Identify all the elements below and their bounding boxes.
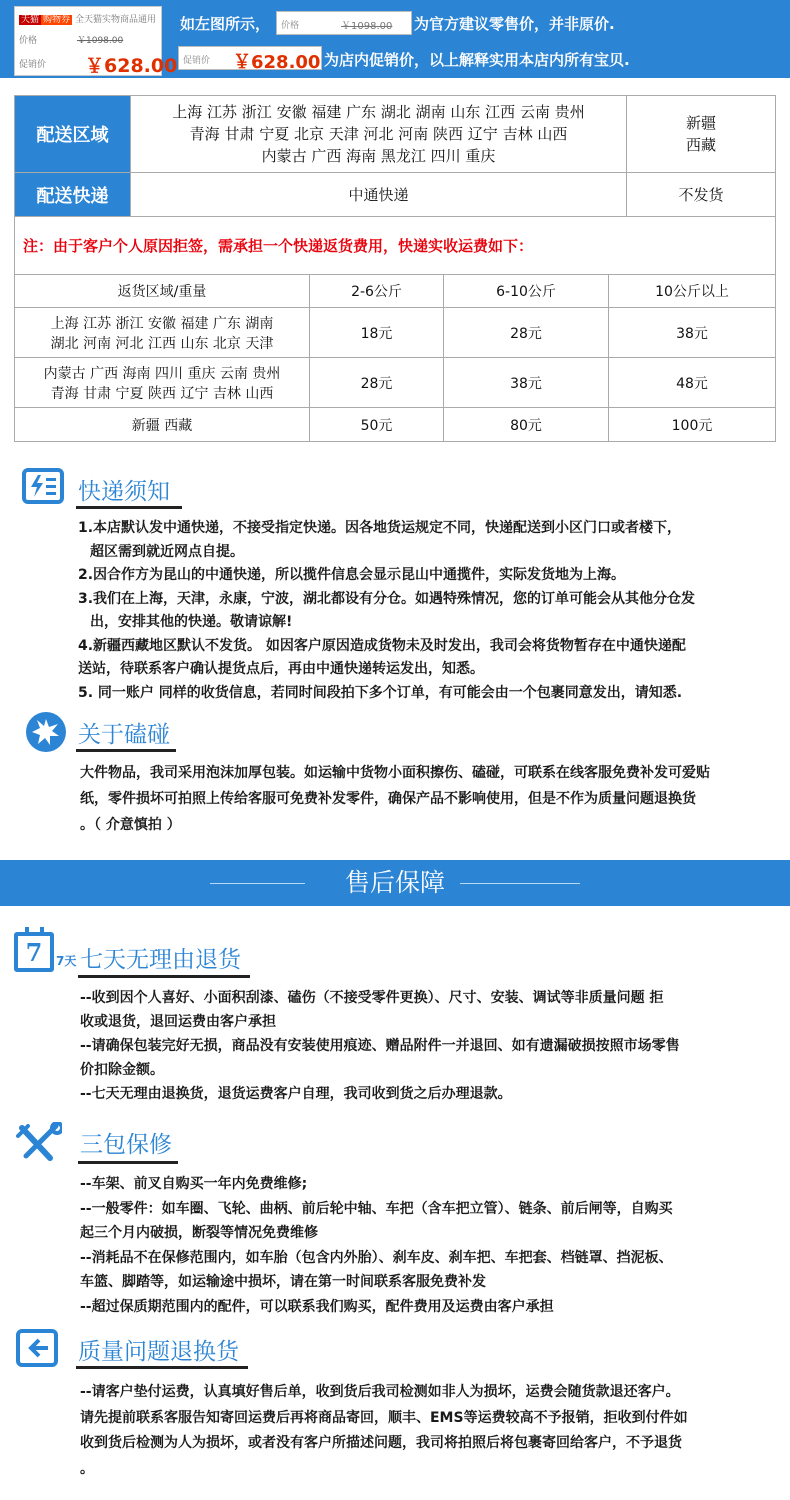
banner-line1-suffix: 为官方建议零售价，并非原价.	[414, 15, 615, 33]
table-row	[15, 358, 776, 408]
fee-cell: 38元	[444, 358, 609, 408]
mini-price-box: 价格 ￥1098.00	[276, 11, 412, 35]
express-lightning-icon	[22, 468, 64, 504]
fee-header-region: 返货区域/重量	[15, 275, 310, 308]
calendar-7-icon: 7	[14, 932, 54, 972]
banner-line2-suffix: 为店内促销价，以上解释实用本店内所有宝贝.	[324, 51, 630, 69]
divider	[76, 749, 176, 752]
promo-value: ￥628.00	[85, 55, 178, 77]
table-row	[15, 408, 776, 442]
fee-header-6-10kg: 6-10公斤	[444, 275, 609, 308]
delivery-express-header: 配送快递	[15, 173, 131, 217]
divider	[78, 1161, 178, 1164]
after-sales-title: 售后保障	[344, 868, 445, 897]
collision-burst-icon	[26, 712, 66, 752]
price-sample-card	[14, 6, 178, 77]
collision-title: 关于磕碰	[78, 722, 170, 748]
quality-return-text: --请客户垫付运费，认真填好售后单，收到货后我司检测如非人为损坏，运费会随货款退还客户。 请先提前联系客服告知寄回运费后再将商品寄回，顺丰、EMS等运费较高不予报销，拒收到付件如 收到货后检测为人为损坏，或者没有客户所描述问题，我司将拍照后将包裹寄回给客户，不予退货 。	[80, 1384, 688, 1477]
wrench-screwdriver-icon	[16, 1122, 62, 1164]
fee-region: 新疆 西藏	[15, 408, 310, 442]
fee-header-2-6kg: 2-6公斤	[310, 275, 444, 308]
seven-day-text: --收到因个人喜好、小面积刮漆、磕伤（不接受零件更换）、尺寸、安装、调试等非质量问题 拒 收或退货，退回运费由客户承担 --请确保包装完好无损，商品没有安装使用痕迹、赠品附件一并退回、如有遗漏破损按照市场零售 价扣除金额。 --七天无理由退换货，退货运费客户自理，我司收到货之后办理退款。	[80, 990, 680, 1102]
coupon-badge: 购物券	[43, 15, 71, 25]
mini-promo-box: 促销价 ￥628.00	[178, 46, 322, 70]
return-fee-note: 注：由于客户个人原因拒签，需承担一个快递返货费用，快递实收运费如下：	[15, 217, 776, 275]
fee-cell: 80元	[444, 408, 609, 442]
fee-cell: 48元	[609, 358, 776, 408]
fee-cell: 100元	[609, 408, 776, 442]
fee-cell: 18元	[310, 308, 444, 358]
fee-region: 上海 江苏 浙江 安徽 福建 广东 湖南 湖北 河南 河北 江西 山东 北京 天津	[15, 308, 310, 358]
seven-day-title: 七天无理由退货	[80, 947, 241, 973]
delivery-express-value: 中通快递	[131, 173, 627, 217]
delivery-area-header: 配送区域	[15, 96, 131, 173]
delivery-table	[14, 95, 776, 275]
fee-header-10kg-plus: 10公斤以上	[609, 275, 776, 308]
seven-day-small-label: 7天	[56, 954, 77, 968]
promo-label: 促销价	[19, 60, 47, 70]
price-label: 价格	[19, 36, 38, 46]
collision-text: 大件物品，我司采用泡沫加厚包装。如运输中货物小面积擦伤、磕碰，可联系在线客服免费补发可爱贴 纸，零件损坏可拍照上传给客服可免费补发零件，确保产品不影响使用，但是不作为质量问题退换货 。（ 介意慎拍 ）	[80, 765, 710, 833]
tmall-logo: 天猫	[21, 15, 40, 25]
express-notice-title: 快递须知	[78, 479, 170, 505]
fee-cell: 28元	[444, 308, 609, 358]
coupon-desc: 全天猫实物商品通用	[75, 15, 157, 25]
fee-region: 内蒙古 广西 海南 四川 重庆 云南 贵州 青海 甘肃 宁夏 陕西 辽宁 吉林 山西	[15, 358, 310, 408]
quality-return-title: 质量问题退换货	[78, 1339, 239, 1365]
warranty-text: --车架、前叉自购买一年内免费维修; --一般零件：如车圈、飞轮、曲柄、前后轮中轴、车把（含车把立管）、链条、前后闸等，自购买 起三个月内破损，断裂等情况免费维修 --消耗品不在保修范围内，如车胎（包含内外胎）、刹车皮、刹车把、车把套、档链罩、挡泥板、 车篮、脚踏等，如运输途中损坏，请在第一时间联系客服免费补发 --超过保质期范围内的配件，可以联系我们购买，配件费用及运费由客户承担	[80, 1176, 673, 1315]
fee-cell: 38元	[609, 308, 776, 358]
return-fee-table	[14, 274, 776, 442]
price-explanation-banner	[0, 0, 790, 78]
price-value: ￥1098.00	[77, 36, 124, 46]
banner-line1-prefix: 如左图所示，	[180, 15, 271, 33]
after-sales-header-bar	[0, 860, 790, 906]
table-row	[15, 308, 776, 358]
divider	[76, 1366, 248, 1369]
fee-cell: 28元	[310, 358, 444, 408]
delivery-area-regions: 上海 江苏 浙江 安徽 福建 广东 湖北 湖南 山东 江西 云南 贵州 青海 甘肃 宁夏 北京 天津 河北 河南 陕西 辽宁 吉林 山西 内蒙古 广西 海南 黑龙江 四川 重庆	[131, 96, 627, 173]
delivery-excluded-regions: 新疆 西藏	[627, 96, 776, 173]
fee-cell: 50元	[310, 408, 444, 442]
warranty-title: 三包保修	[80, 1132, 172, 1158]
divider	[76, 506, 182, 509]
return-arrow-icon	[16, 1329, 58, 1367]
divider	[78, 975, 250, 978]
delivery-express-excluded: 不发货	[627, 173, 776, 217]
express-notice-text: 1.本店默认发中通快递，不接受指定快递。因各地货运规定不同，快递配送到小区门口或者楼下， 超区需到就近网点自提。 2.因合作方为昆山的中通快递，所以揽件信息会显示昆山中通揽件，实际发货地为上海。 3.我们在上海，天津，永康，宁波，湖北都设有分仓。如遇特殊情况，您的订单可能会从其他分仓发 出，安排其他的快递。敬请谅解! 4.新疆西藏地区默认不发货。 如因客户原因造成货物未及时发出，我司会将货物暂存在中通快递配 送站，待联系客户确认提货点后，再由中通快递转运发出，知悉。 5. 同一账户 同样的收货信息，若同时间段拍下多个订单，有可能会由一个包裹同意发出，请知悉.	[78, 520, 696, 701]
